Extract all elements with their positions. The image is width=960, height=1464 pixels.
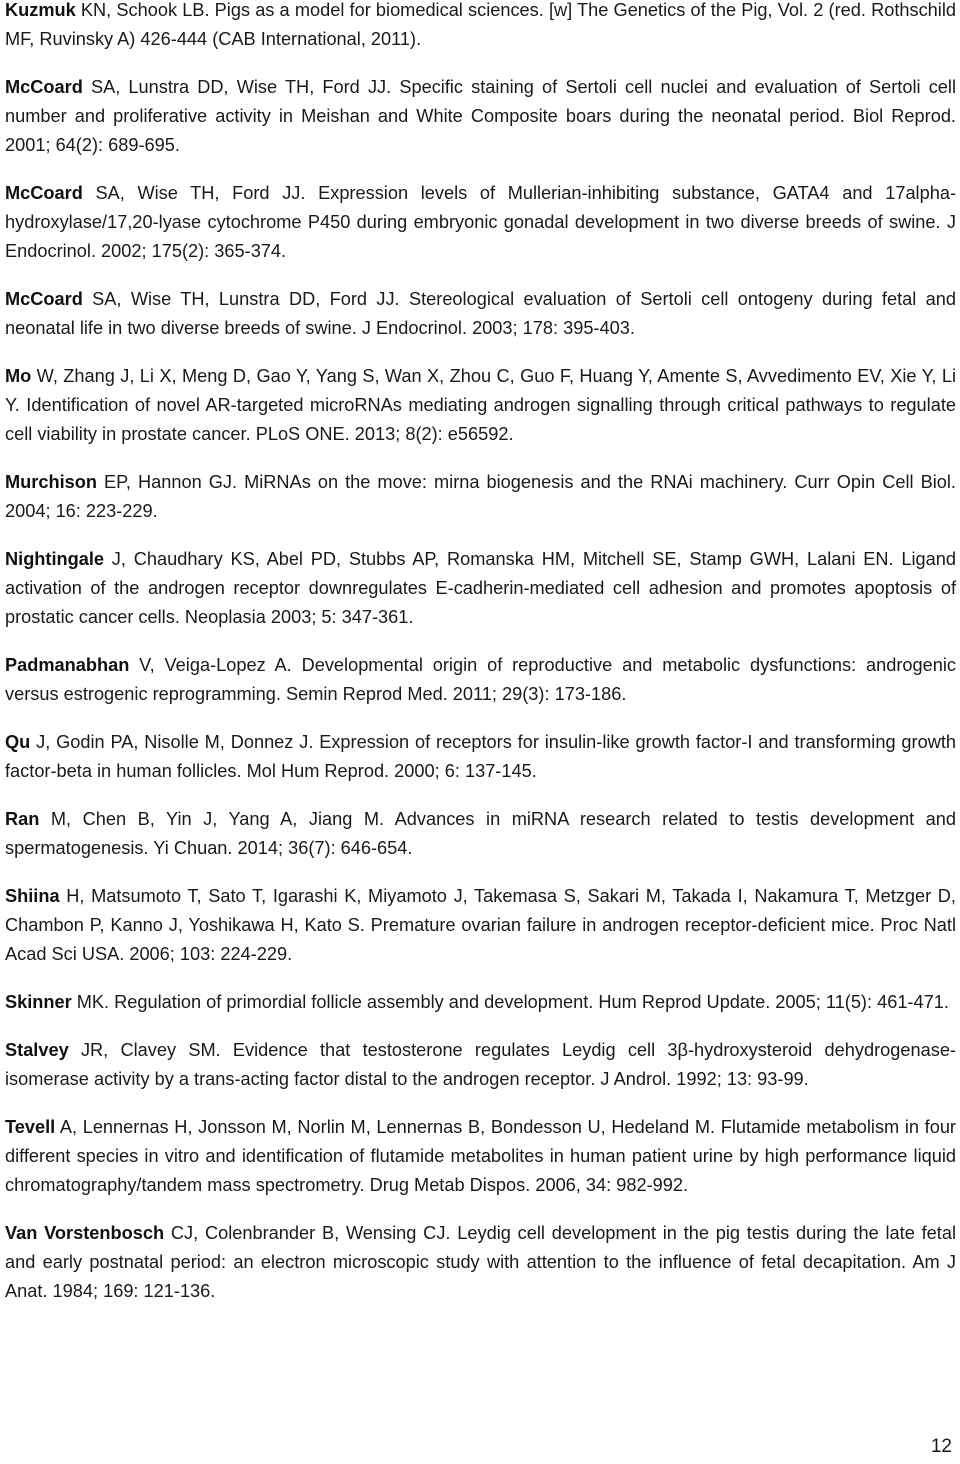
- reference-item: [5, 0, 956, 54]
- reference-lead-author: Murchison: [5, 472, 97, 492]
- reference-list: [5, 0, 956, 1325]
- reference-text: SA, Wise TH, Ford JJ. Expression levels of Mullerian-inhibiting substance, GATA4 and 17alpha-hydroxylase/17,20-lyase cytochrome P450 during embryonic gonadal development in two diverse breeds of swine. J Endocrinol. 2002; 175(2): 365-374.: [5, 183, 956, 261]
- reference-text: W, Zhang J, Li X, Meng D, Gao Y, Yang S, Wan X, Zhou C, Guo F, Huang Y, Amente S, Avvedimento EV, Xie Y, Li Y. Identification of novel AR-targeted microRNAs mediating androgen signalling through critical pathways to regulate cell viability in prostate cancer. PLoS ONE. 2013; 8(2): e56592.: [5, 366, 956, 444]
- reference-text: SA, Wise TH, Lunstra DD, Ford JJ. Stereological evaluation of Sertoli cell ontogeny during fetal and neonatal life in two diverse breeds of swine. J Endocrinol. 2003; 178: 395-403.: [5, 289, 956, 338]
- reference-item: [5, 545, 956, 632]
- reference-lead-author: Mo: [5, 366, 32, 386]
- reference-item: [5, 468, 956, 526]
- reference-item: [5, 988, 956, 1017]
- reference-text: EP, Hannon GJ. MiRNAs on the move: mirna biogenesis and the RNAi machinery. Curr Opin Cell Biol. 2004; 16: 223-229.: [5, 472, 956, 521]
- reference-lead-author: Nightingale: [5, 549, 105, 569]
- reference-text: V, Veiga-Lopez A. Developmental origin of reproductive and metabolic dysfunctions: androgenic versus estrogenic reprogramming. Semin Reprod Med. 2011; 29(3): 173-186.: [5, 655, 956, 704]
- reference-lead-author: Van Vorstenbosch: [5, 1223, 165, 1243]
- reference-text: H, Matsumoto T, Sato T, Igarashi K, Miyamoto J, Takemasa S, Sakari M, Takada I, Nakamura T, Metzger D, Chambon P, Kanno J, Yoshikawa H, Kato S. Premature ovarian failure in androgen receptor-deficient mice. Proc Natl Acad Sci USA. 2006; 103: 224-229.: [5, 886, 956, 964]
- reference-lead-author: Kuzmuk: [5, 0, 76, 20]
- reference-text: MK. Regulation of primordial follicle assembly and development. Hum Reprod Update. 2005; 11(5): 461-471.: [71, 992, 949, 1012]
- reference-item: [5, 728, 956, 786]
- reference-lead-author: Stalvey: [5, 1040, 69, 1060]
- reference-lead-author: McCoard: [5, 183, 83, 203]
- reference-item: [5, 1113, 956, 1200]
- reference-text: A, Lennernas H, Jonsson M, Norlin M, Lennernas B, Bondesson U, Hedeland M. Flutamide metabolism in four different species in vitro and identification of flutamide metabolites in human patient urine by high performance liquid chromatography/tandem mass spectrometry. Drug Metab Dispos. 2006, 34: 982-992.: [5, 1117, 956, 1195]
- reference-lead-author: Skinner: [5, 992, 72, 1012]
- reference-item: [5, 1036, 956, 1094]
- reference-text: SA, Lunstra DD, Wise TH, Ford JJ. Specific staining of Sertoli cell nuclei and evaluation of Sertoli cell number and proliferative activity in Meishan and White Composite boars during the neonatal period. Biol Reprod. 2001; 64(2): 689-695.: [5, 77, 956, 155]
- reference-item: [5, 805, 956, 863]
- reference-lead-author: Qu: [5, 732, 31, 752]
- reference-lead-author: Padmanabhan: [5, 655, 130, 675]
- reference-text: J, Godin PA, Nisolle M, Donnez J. Expression of receptors for insulin-like growth factor-I and transforming growth factor-beta in human follicles. Mol Hum Reprod. 2000; 6: 137-145.: [5, 732, 956, 781]
- reference-lead-author: McCoard: [5, 289, 83, 309]
- reference-item: [5, 1219, 956, 1306]
- reference-item: [5, 651, 956, 709]
- reference-item: [5, 882, 956, 969]
- reference-lead-author: Shiina: [5, 886, 60, 906]
- page-number: 12: [930, 1436, 952, 1457]
- reference-item: [5, 73, 956, 160]
- reference-text: JR, Clavey SM. Evidence that testosterone regulates Leydig cell 3β-hydroxysteroid dehydrogenase-isomerase activity by a trans-acting factor distal to the androgen receptor. J Androl. 1992; 13: 93-99.: [5, 1040, 956, 1089]
- reference-item: [5, 362, 956, 449]
- reference-item: [5, 285, 956, 343]
- reference-text: KN, Schook LB. Pigs as a model for biomedical sciences. [w] The Genetics of the Pig, Vol. 2 (red. Rothschild MF, Ruvinsky A) 426-444 (CAB International, 2011).: [5, 0, 956, 49]
- reference-item: [5, 179, 956, 266]
- reference-text: M, Chen B, Yin J, Yang A, Jiang M. Advances in miRNA research related to testis development and spermatogenesis. Yi Chuan. 2014; 36(7): 646-654.: [5, 809, 956, 858]
- reference-text: J, Chaudhary KS, Abel PD, Stubbs AP, Romanska HM, Mitchell SE, Stamp GWH, Lalani EN. Ligand activation of the androgen receptor downregulates E-cadherin-mediated cell adhesion and promotes apoptosis of prostatic cancer cells. Neoplasia 2003; 5: 347-361.: [5, 549, 956, 627]
- reference-lead-author: Tevell: [5, 1117, 56, 1137]
- reference-text: CJ, Colenbrander B, Wensing CJ. Leydig cell development in the pig testis during the late fetal and early postnatal period: an electron microscopic study with attention to the influence of fetal decapitation. Am J Anat. 1984; 169: 121-136.: [5, 1223, 956, 1301]
- reference-lead-author: Ran: [5, 809, 40, 829]
- reference-lead-author: McCoard: [5, 77, 83, 97]
